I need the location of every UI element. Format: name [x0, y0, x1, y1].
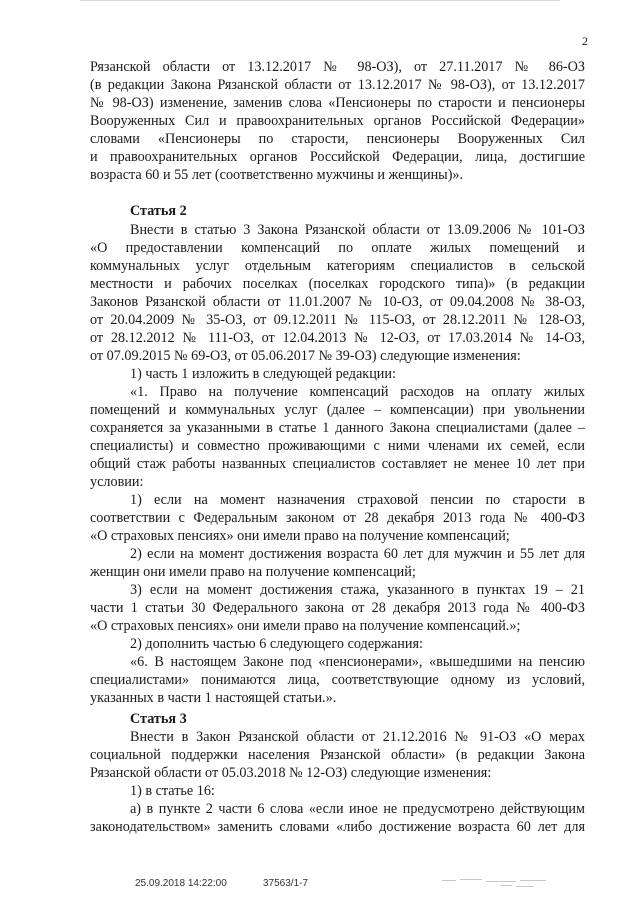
text-line: «6. В настоящем Законе под «пенсионерами», «вышедшими на пенсию — [130, 654, 585, 670]
text-line: социальной поддержки населения Рязанской области» (в редакции Закона — [90, 747, 585, 763]
text-line: соответствии с Федеральным законом от 28 декабря 2013 года № 400-ФЗ — [90, 510, 585, 526]
text-line: условии: — [90, 474, 144, 490]
text-line: «1. Право на получение компенсаций расходов на оплату жилых — [130, 384, 585, 400]
text-line: коммунальных услуг отдельным категориям специалистов в сельской — [90, 258, 585, 274]
text-line: местности и рабочих поселках (поселках городского типа)» (в редакции — [90, 276, 585, 292]
text-line: (в редакции Закона Рязанской области от 13.12.2017 № 98-ОЗ), от 13.12.2017 — [90, 77, 585, 93]
text-line: специалисты) и совместно проживающими с ними членами их семей, если — [90, 438, 585, 454]
text-line: 2) если на момент достижения возраста 60 лет для мужчин и 55 лет для — [130, 546, 585, 562]
text-line: а) в пункте 2 части 6 слова «если иное не предусмотрено действующим — [130, 801, 585, 817]
text-line: части 1 статьи 30 Федерального закона от 28 декабря 2013 года № 400-ФЗ — [90, 600, 585, 616]
text-line: Рязанской области от 05.03.2018 № 12-ОЗ) следующие изменения: — [90, 765, 492, 781]
text-line: «О страховых пенсиях» они имели право на получение компенсаций.»; — [90, 618, 521, 634]
article-2-heading: Статья 2 — [130, 203, 187, 219]
text-line: 1) часть 1 изложить в следующей редакции: — [130, 366, 396, 382]
text-line: «О страховых пенсиях» они имели право на получение компенсаций; — [90, 528, 510, 544]
text-line: «О предоставлении компенсаций по оплате жилых помещений и — [90, 240, 585, 256]
text-line: Внести в статью 3 Закона Рязанской области от 13.09.2006 № 101-ОЗ — [130, 222, 585, 238]
text-line: 2) дополнить частью 6 следующего содержания: — [130, 636, 423, 652]
text-line: возраста 60 и 55 лет (соответственно мужчины и женщины)». — [90, 167, 464, 183]
text-line: Вооруженных Сил и правоохранительных органов Российской Федерации» — [90, 113, 585, 129]
page-number: 2 — [582, 34, 588, 48]
text-line: словами «Пенсионеры по старости, пенсионеры Вооруженных Сил — [90, 131, 585, 147]
text-line: 3) если на момент достижения стажа, указанного в пунктах 19 – 21 — [130, 582, 585, 598]
text-line: сохраняется за указанными в статье 1 данного Закона специалистами (далее – — [90, 420, 585, 436]
text-line: Рязанской области от 13.12.2017 № 98-ОЗ), от 27.11.2017 № 86-ОЗ — [90, 59, 585, 75]
text-line: женщин они имели право на получение компенсаций; — [90, 564, 416, 580]
text-line: 1) в статье 16: — [130, 783, 215, 799]
text-line: Законов Рязанской области от 11.01.2007 № 10-ОЗ, от 09.04.2008 № 38-ОЗ, — [90, 294, 585, 310]
text-line: № 98-ОЗ) изменение, заменив слова «Пенсионеры по старости и пенсионеры — [90, 95, 585, 111]
scan-artifact-top — [80, 0, 560, 4]
text-line: от 20.04.2009 № 35-ОЗ, от 09.12.2011 № 115-ОЗ, от 28.12.2011 № 128-ОЗ, — [90, 312, 585, 328]
text-line: специалистами» понимаются лица, соответствующие одному из условий, — [90, 672, 585, 688]
text-line: от 07.09.2015 № 69-ОЗ, от 05.06.2017 № 39-ОЗ) следующие изменения: — [90, 348, 521, 364]
text-line: Внести в Закон Рязанской области от 21.12.2016 № 91-ОЗ «О мерах — [130, 729, 585, 745]
scan-artifact-footer — [440, 876, 560, 890]
article-3-heading: Статья 3 — [130, 711, 187, 727]
text-line: помещений и коммунальных услуг (далее – компенсации) при увольнении — [90, 402, 585, 418]
text-line: указанных в части 1 настоящей статьи.». — [90, 690, 337, 706]
footer-document-code: 37563/1-7 — [263, 878, 309, 889]
footer-timestamp: 25.09.2018 14:22:00 — [135, 878, 227, 889]
text-line: общий стаж работы названных специалистов составляет не менее 10 лет при — [90, 456, 585, 472]
text-line: и правоохранительных органов Российской Федерации, лица, достигшие — [90, 149, 585, 165]
text-line: 1) если на момент назначения страховой пенсии по старости в — [130, 492, 585, 508]
text-line: законодательством» заменить словами «либо достижение возраста 60 лет для — [90, 819, 585, 835]
text-line: от 28.12.2012 № 111-ОЗ, от 12.04.2013 № 12-ОЗ, от 17.03.2014 № 14-ОЗ, — [90, 330, 585, 346]
